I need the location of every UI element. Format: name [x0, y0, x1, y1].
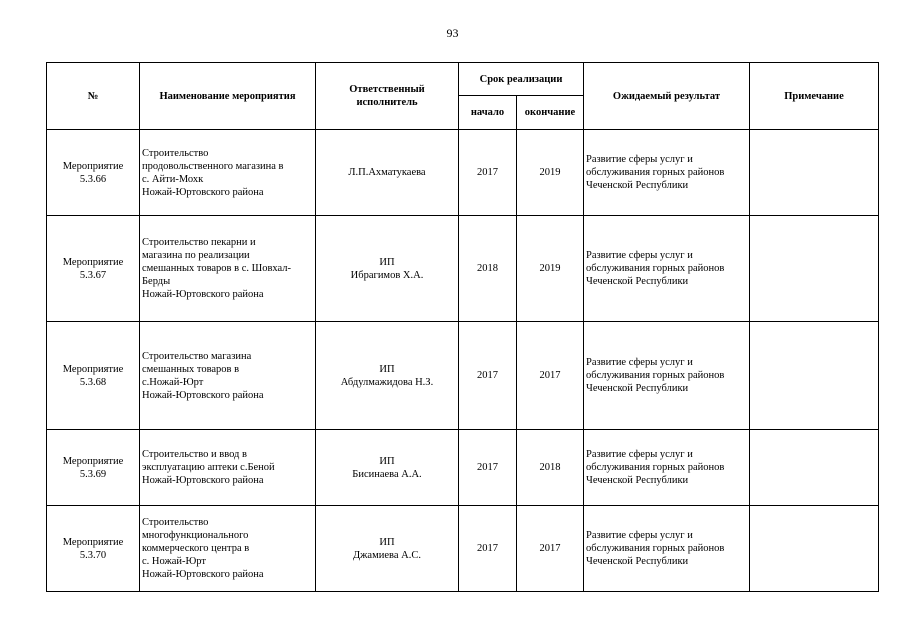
header-responsible: Ответственный исполнитель [316, 63, 459, 130]
cell-responsible: ИП Ибрагимов Х.А. [316, 216, 459, 322]
table-row [47, 506, 879, 592]
cell-note [750, 430, 879, 506]
header-note: Примечание [750, 63, 879, 130]
cell-name: Строительство магазина смешанных товаров в с.Ножай-Юрт Ножай-Юртовского района [140, 322, 316, 430]
cell-name: Строительство продовольственного магазина в с. Айти-Мохк Ножай-Юртовского района [140, 130, 316, 216]
cell-start: 2017 [459, 430, 517, 506]
cell-note [750, 216, 879, 322]
events-table [46, 62, 879, 592]
cell-name: Строительство пекарни и магазина по реализации смешанных товаров в с. Шовхал- Берды Ножай-Юртовского района [140, 216, 316, 322]
table-row [47, 216, 879, 322]
cell-start: 2017 [459, 130, 517, 216]
page-number: 93 [446, 26, 459, 40]
cell-start: 2017 [459, 322, 517, 430]
cell-num: Мероприятие 5.3.68 [47, 322, 140, 430]
cell-responsible: Л.П.Ахматукаева [316, 130, 459, 216]
cell-result: Развитие сферы услуг и обслуживания горных районов Чеченской Республики [584, 506, 750, 592]
cell-result: Развитие сферы услуг и обслуживания горных районов Чеченской Республики [584, 130, 750, 216]
cell-start: 2017 [459, 506, 517, 592]
cell-responsible: ИП Джамиева А.С. [316, 506, 459, 592]
header-num: № [47, 63, 140, 130]
cell-num: Мероприятие 5.3.67 [47, 216, 140, 322]
cell-end: 2017 [517, 322, 584, 430]
table-row [47, 430, 879, 506]
cell-end: 2018 [517, 430, 584, 506]
cell-start: 2018 [459, 216, 517, 322]
cell-end: 2019 [517, 130, 584, 216]
cell-responsible: ИП Бисинаева А.А. [316, 430, 459, 506]
header-end: окончание [517, 96, 584, 130]
cell-num: Мероприятие 5.3.69 [47, 430, 140, 506]
header-term: Срок реализации [459, 63, 584, 96]
cell-result: Развитие сферы услуг и обслуживания горных районов Чеченской Республики [584, 322, 750, 430]
table-header-row [47, 63, 879, 96]
cell-num: Мероприятие 5.3.66 [47, 130, 140, 216]
cell-end: 2017 [517, 506, 584, 592]
cell-num: Мероприятие 5.3.70 [47, 506, 140, 592]
table-row [47, 130, 879, 216]
cell-end: 2019 [517, 216, 584, 322]
cell-note [750, 322, 879, 430]
header-start: начало [459, 96, 517, 130]
header-result: Ожидаемый результат [584, 63, 750, 130]
cell-note [750, 506, 879, 592]
cell-result: Развитие сферы услуг и обслуживания горных районов Чеченской Республики [584, 216, 750, 322]
table-row [47, 322, 879, 430]
cell-name: Строительство и ввод в эксплуатацию аптеки с.Беной Ножай-Юртовского района [140, 430, 316, 506]
cell-responsible: ИП Абдулмажидова Н.З. [316, 322, 459, 430]
cell-result: Развитие сферы услуг и обслуживания горных районов Чеченской Республики [584, 430, 750, 506]
cell-note [750, 130, 879, 216]
header-name: Наименование мероприятия [140, 63, 316, 130]
cell-name: Строительство многофункционального коммерческого центра в с. Ножай-Юрт Ножай-Юртовского района [140, 506, 316, 592]
